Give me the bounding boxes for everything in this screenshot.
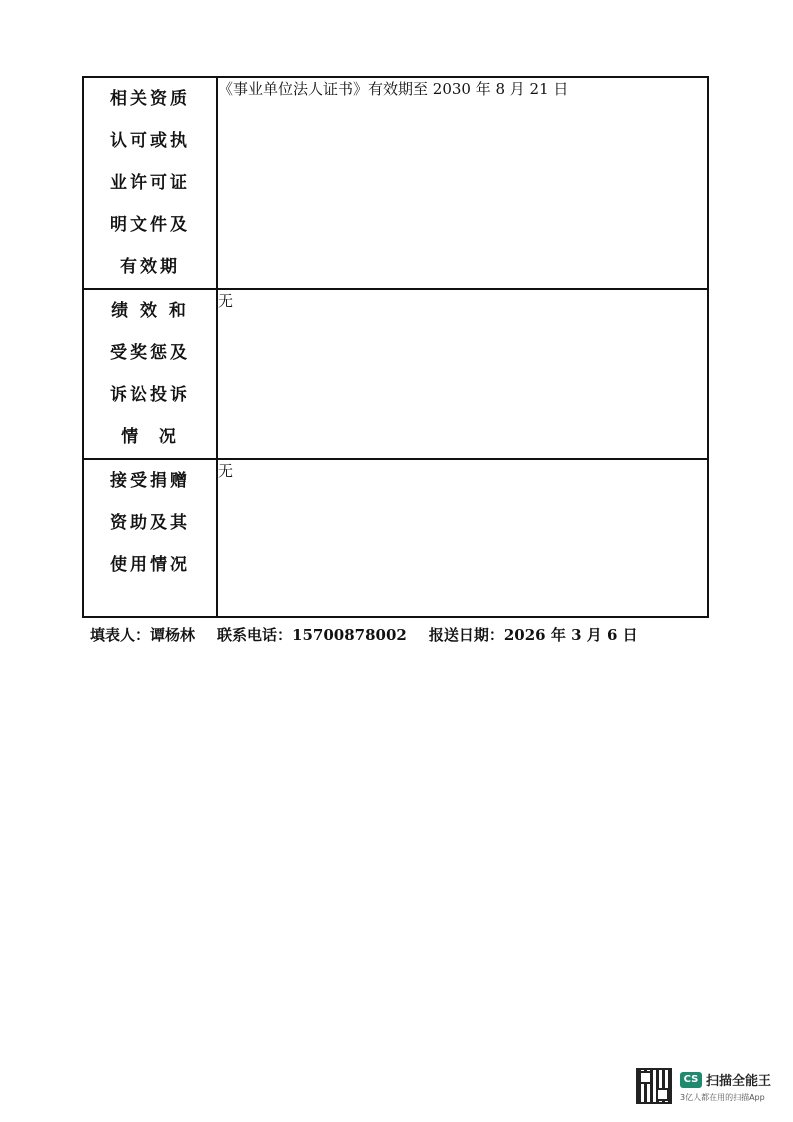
filler-label: 填表人： [90, 626, 151, 644]
label-line: 使用情况 [110, 555, 190, 575]
label-line: 情 况 [121, 427, 179, 447]
phone-value: 15700878002 [292, 626, 407, 644]
watermark-tagline: 3亿人都在用的扫描App [680, 1093, 765, 1102]
label-line: 绩 效 和 [111, 301, 189, 321]
date-value: 2026 年 3 月 6 日 [503, 626, 638, 644]
row-label-qualifications [83, 77, 217, 289]
label-line: 有效期 [120, 257, 180, 277]
row-label-donations [83, 459, 217, 617]
label-line: 受奖惩及 [110, 343, 190, 363]
phone-label: 联系电话： [217, 626, 293, 644]
table-row [83, 289, 708, 459]
filler-name: 谭杨林 [150, 626, 196, 644]
qr-code-icon [636, 1068, 672, 1104]
scanner-watermark [636, 1068, 786, 1112]
row-content-performance: 无 [217, 289, 708, 459]
label-line: 认可或执 [110, 131, 190, 151]
label-line: 相关资质 [110, 89, 190, 109]
row-label-performance [83, 289, 217, 459]
table-row [83, 77, 708, 289]
camscanner-logo: CS [680, 1072, 702, 1088]
watermark-app-name: 扫描全能王 [706, 1074, 772, 1089]
form-footer [90, 624, 638, 645]
label-line: 资助及其 [110, 513, 190, 533]
label-line: 明文件及 [110, 215, 190, 235]
info-table [82, 76, 709, 618]
date-label: 报送日期： [428, 626, 504, 644]
label-line: 业许可证 [110, 173, 190, 193]
row-content-qualifications: 《事业单位法人证书》有效期至 2030 年 8 月 21 日 [217, 77, 708, 289]
label-line: 诉讼投诉 [110, 385, 190, 405]
table-row [83, 459, 708, 617]
row-content-donations: 无 [217, 459, 708, 617]
label-line: 接受捐赠 [110, 471, 190, 491]
